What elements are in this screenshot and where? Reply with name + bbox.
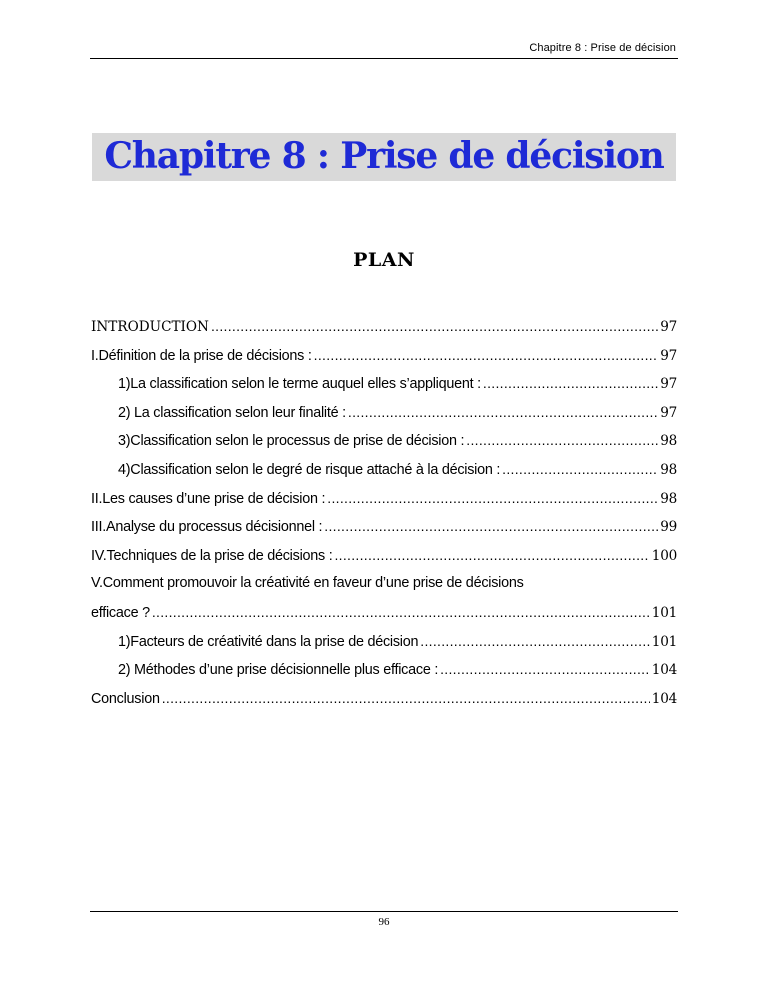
toc-entry-classification-risque[interactable] — [91, 455, 677, 484]
toc-entry-page: 97 — [660, 404, 677, 421]
toc-entry-methodes[interactable] — [91, 655, 677, 684]
dot-leader — [334, 541, 649, 570]
dot-leader — [327, 484, 658, 513]
dot-leader — [348, 398, 658, 427]
dot-leader — [483, 369, 658, 398]
toc-entry-introduction[interactable] — [91, 312, 677, 341]
toc-entry-creativite-line2[interactable] — [91, 598, 677, 627]
toc-entry-page: 98 — [660, 433, 677, 450]
toc-entry-conclusion[interactable] — [91, 684, 677, 713]
chapter-title: Chapitre 8 : Prise de décision — [104, 135, 664, 177]
toc-entry-classification-terme[interactable] — [91, 369, 677, 398]
toc-entry-label: IV.Techniques de la prise de décisions : — [91, 547, 333, 564]
toc-entry-label: INTRODUCTION — [91, 319, 209, 335]
toc-entry-creativite-line1[interactable] — [91, 569, 677, 598]
dot-leader — [420, 627, 650, 656]
toc-entry-label: 1)La classification selon le terme auquel elles s’appliquent : — [118, 376, 481, 393]
toc-entry-label: II.Les causes d’une prise de décision : — [91, 490, 326, 507]
toc-entry-facteurs[interactable] — [91, 627, 677, 656]
toc-entry-page: 98 — [660, 461, 677, 478]
running-header: Chapitre 8 : Prise de décision — [529, 42, 676, 54]
toc-entry-page: 97 — [660, 319, 677, 335]
dot-leader — [440, 655, 650, 684]
dot-leader — [324, 512, 658, 541]
toc-entry-label: I.Définition de la prise de décisions : — [91, 347, 312, 364]
toc-entry-definition[interactable] — [91, 341, 677, 370]
page-number: 96 — [378, 916, 390, 928]
header-rule — [90, 58, 678, 59]
toc-entry-page: 98 — [660, 490, 677, 507]
toc-entry-classification-processus[interactable] — [91, 426, 677, 455]
toc-entry-label: Conclusion — [91, 690, 160, 707]
toc-entry-page: 97 — [660, 376, 677, 393]
dot-leader — [211, 312, 658, 341]
toc-entry-label: 3)Classification selon le processus de prise de décision : — [118, 433, 465, 450]
toc-entry-label: efficace ? — [91, 604, 150, 621]
toc-entry-label: 2) Méthodes d’une prise décisionnelle plus efficace : — [118, 662, 439, 679]
dot-leader — [502, 455, 658, 484]
dot-leader — [314, 341, 659, 370]
toc-entry-page: 101 — [651, 604, 677, 621]
toc-entry-page: 99 — [660, 519, 677, 536]
toc-entry-page: 104 — [651, 690, 677, 707]
table-of-contents — [91, 312, 677, 712]
dot-leader — [152, 598, 650, 627]
toc-entry-causes[interactable] — [91, 484, 677, 513]
dot-leader — [162, 684, 650, 713]
toc-entry-label: V.Comment promouvoir la créativité en faveur d’une prise de décisions — [91, 575, 524, 592]
toc-entry-label: 4)Classification selon le degré de risque attaché à la décision : — [118, 461, 501, 478]
toc-entry-label: 1)Facteurs de créativité dans la prise de décision — [118, 633, 419, 650]
dot-leader — [466, 426, 658, 455]
toc-entry-label: 2) La classification selon leur finalité : — [118, 404, 346, 421]
toc-entry-page: 100 — [651, 547, 677, 564]
plan-heading: PLAN — [353, 249, 415, 271]
toc-entry-page: 104 — [651, 662, 677, 679]
toc-entry-label: III.Analyse du processus décisionnel : — [91, 519, 323, 536]
toc-entry-classification-finalite[interactable] — [91, 398, 677, 427]
footer-rule — [90, 911, 678, 912]
toc-entry-analyse[interactable] — [91, 512, 677, 541]
toc-entry-page: 101 — [651, 633, 677, 650]
toc-entry-techniques[interactable] — [91, 541, 677, 570]
toc-entry-page: 97 — [660, 347, 677, 364]
